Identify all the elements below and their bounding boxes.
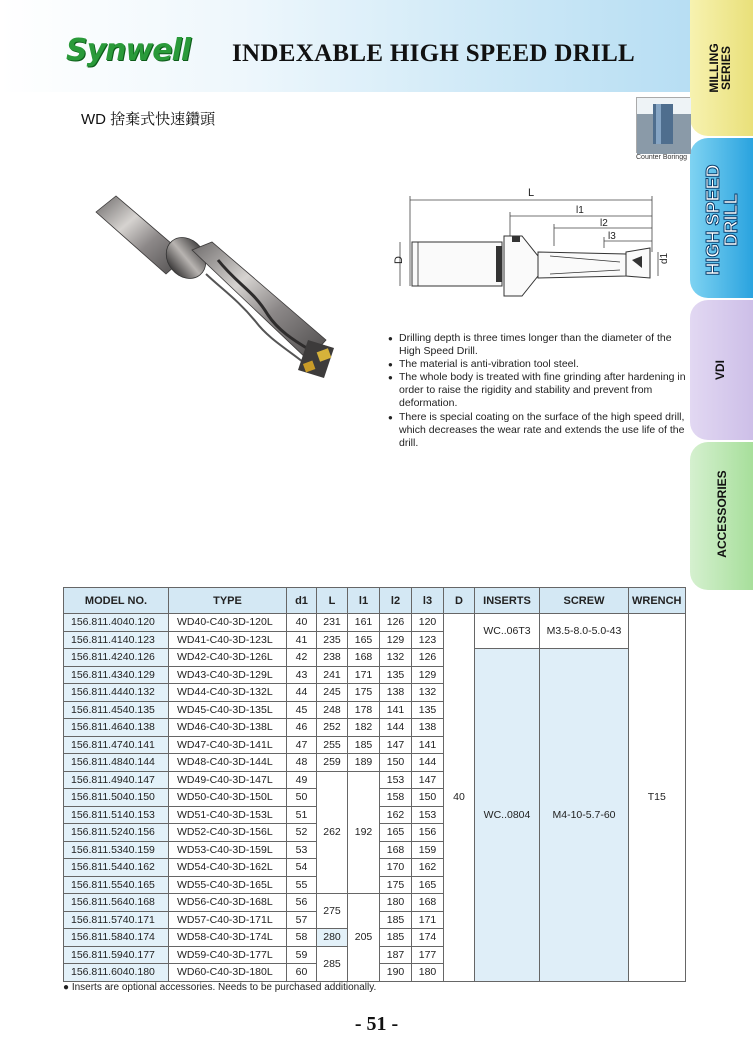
cell-l2: 180 (380, 894, 412, 912)
cell-l2: 187 (380, 946, 412, 964)
cell-L: 252 (317, 719, 348, 737)
counter-boring-caption: Counter Boringg (636, 154, 687, 161)
cell-l1: 165 (348, 631, 380, 649)
cell-type: WD55-C40-3D-165L (169, 876, 287, 894)
cell-L-merged: 285 (317, 946, 348, 981)
cell-type: WD42-C40-3D-126L (169, 649, 287, 667)
cell-l2: 153 (380, 771, 412, 789)
cell-d1: 45 (287, 701, 317, 719)
header-screw: SCREW (540, 588, 629, 614)
cell-l3: 159 (412, 841, 444, 859)
cell-type: WD51-C40-3D-153L (169, 806, 287, 824)
spec-table (63, 587, 686, 982)
cell-l2: 129 (380, 631, 412, 649)
cell-l3: 141 (412, 736, 444, 754)
cell-L: 245 (317, 684, 348, 702)
page-subtitle: WD 捨棄式快速鑽頭 (81, 111, 216, 128)
cell-l2: 185 (380, 911, 412, 929)
cell-l3: 162 (412, 859, 444, 877)
cell-type: WD44-C40-3D-132L (169, 684, 287, 702)
header-D: D (444, 588, 475, 614)
cell-type: WD41-C40-3D-123L (169, 631, 287, 649)
cell-l2: 135 (380, 666, 412, 684)
dim-label-d1: d1 (659, 252, 670, 264)
cell-D: 40 (444, 614, 475, 982)
drill-photo (88, 190, 358, 390)
cell-l1: 182 (348, 719, 380, 737)
cell-d1: 51 (287, 806, 317, 824)
footnote: ● Inserts are optional accessories. Needs to be purchased additionally. (63, 982, 377, 993)
cell-d1: 49 (287, 771, 317, 789)
cell-d1: 53 (287, 841, 317, 859)
tab-high-speed-drill-label: HIGH SPEED DRILL (703, 164, 741, 276)
cell-type: WD45-C40-3D-135L (169, 701, 287, 719)
table-row (64, 614, 686, 632)
cell-L: 235 (317, 631, 348, 649)
cell-model: 156.811.5140.153 (64, 806, 169, 824)
cell-d1: 43 (287, 666, 317, 684)
cell-d1: 46 (287, 719, 317, 737)
header-d1: d1 (287, 588, 317, 614)
tab-vdi-label: VDI (713, 360, 727, 381)
cell-model: 156.811.4040.120 (64, 614, 169, 632)
feature-list (388, 332, 693, 450)
counter-boring-thumbnail (636, 97, 690, 153)
cell-L: 259 (317, 754, 348, 772)
cell-type: WD47-C40-3D-141L (169, 736, 287, 754)
cell-model: 156.811.4240.126 (64, 649, 169, 667)
cell-type: WD57-C40-3D-171L (169, 911, 287, 929)
cell-l3: 156 (412, 824, 444, 842)
cell-l2: 162 (380, 806, 412, 824)
cell-l2: 126 (380, 614, 412, 632)
cell-d1: 58 (287, 929, 317, 947)
cell-l1: 168 (348, 649, 380, 667)
cell-inserts: WC..06T3 (475, 614, 540, 649)
cell-l3: 180 (412, 964, 444, 982)
cell-type: WD46-C40-3D-138L (169, 719, 287, 737)
cell-inserts: WC..0804 (475, 649, 540, 982)
cell-d1: 48 (287, 754, 317, 772)
cell-type: WD43-C40-3D-129L (169, 666, 287, 684)
cell-L-merged: 262 (317, 771, 348, 894)
cell-L: 238 (317, 649, 348, 667)
cell-l3: 168 (412, 894, 444, 912)
header-l3: l3 (412, 588, 444, 614)
header-model: MODEL NO. (64, 588, 169, 614)
cell-type: WD40-C40-3D-120L (169, 614, 287, 632)
cell-l3: 147 (412, 771, 444, 789)
footnote-text: Inserts are optional accessories. Needs to be purchased additionally. (71, 982, 377, 993)
cell-type: WD59-C40-3D-177L (169, 946, 287, 964)
cell-model: 156.811.4840.144 (64, 754, 169, 772)
cell-screw: M3.5-8.0-5.0-43 (540, 614, 629, 649)
cell-screw: M4-10-5.7-60 (540, 649, 629, 982)
cell-l2: 141 (380, 701, 412, 719)
cell-l3: 138 (412, 719, 444, 737)
cell-type: WD49-C40-3D-147L (169, 771, 287, 789)
table-header-row (64, 588, 686, 614)
feature-item: ● There is special coating on the surface of the high speed drill, which decreases the wear rate and extends the use life of the drill. (388, 411, 693, 450)
cell-l1: 185 (348, 736, 380, 754)
dim-label-D: D (393, 256, 405, 264)
cell-l2: 150 (380, 754, 412, 772)
page-number: - 51 - (354, 1013, 399, 1035)
tab-milling-label: MILLING SERIES (707, 43, 733, 93)
cell-model: 156.811.5540.165 (64, 876, 169, 894)
cell-l2: 132 (380, 649, 412, 667)
cell-l3: 171 (412, 911, 444, 929)
cell-d1: 55 (287, 876, 317, 894)
cell-l2: 175 (380, 876, 412, 894)
cell-l3: 150 (412, 789, 444, 807)
cell-l2: 147 (380, 736, 412, 754)
cell-type: WD53-C40-3D-159L (169, 841, 287, 859)
cell-l1: 161 (348, 614, 380, 632)
cell-l3: 120 (412, 614, 444, 632)
tab-vdi[interactable] (690, 300, 753, 440)
cell-type: WD56-C40-3D-168L (169, 894, 287, 912)
cell-l3: 123 (412, 631, 444, 649)
cell-d1: 50 (287, 789, 317, 807)
header-l1: l1 (348, 588, 380, 614)
tab-accessories[interactable] (690, 442, 753, 590)
cell-L: 248 (317, 701, 348, 719)
cell-l3: 177 (412, 946, 444, 964)
header-l2: l2 (380, 588, 412, 614)
cell-type: WD48-C40-3D-144L (169, 754, 287, 772)
brand-logo: Synwell (66, 33, 191, 68)
cell-model: 156.811.4140.123 (64, 631, 169, 649)
cell-l1-merged: 205 (348, 894, 380, 982)
cell-l3: 165 (412, 876, 444, 894)
cell-l1: 171 (348, 666, 380, 684)
cell-l3: 126 (412, 649, 444, 667)
cell-model: 156.811.5740.171 (64, 911, 169, 929)
dim-label-l2: l2 (600, 218, 608, 229)
cell-l2: 168 (380, 841, 412, 859)
header-L: L (317, 588, 348, 614)
cell-d1: 40 (287, 614, 317, 632)
cell-l1: 175 (348, 684, 380, 702)
cell-l1: 178 (348, 701, 380, 719)
cell-wrench: T15 (629, 614, 686, 982)
cell-model: 156.811.5040.150 (64, 789, 169, 807)
cell-l3: 144 (412, 754, 444, 772)
feature-item: ● The whole body is treated with fine grinding after hardening in order to raise the rigidity and stability and prevent from deformation. (388, 371, 693, 410)
cell-d1: 60 (287, 964, 317, 982)
cell-l2: 144 (380, 719, 412, 737)
cell-d1: 54 (287, 859, 317, 877)
tab-milling-series[interactable] (690, 0, 753, 136)
cell-model: 156.811.4940.147 (64, 771, 169, 789)
cell-model: 156.811.6040.180 (64, 964, 169, 982)
cell-model: 156.811.5840.174 (64, 929, 169, 947)
cell-l3: 132 (412, 684, 444, 702)
cell-l2: 170 (380, 859, 412, 877)
header-wrench: WRENCH (629, 588, 686, 614)
cell-l1: 189 (348, 754, 380, 772)
tab-accessories-label: ACCESSORIES (715, 470, 729, 558)
feature-item: ● The material is anti-vibration tool steel. (388, 358, 693, 371)
feature-item: ● Drilling depth is three times longer than the diameter of the High Speed Drill. (388, 332, 693, 358)
header-inserts: INSERTS (475, 588, 540, 614)
cell-d1: 41 (287, 631, 317, 649)
cell-l2: 138 (380, 684, 412, 702)
cell-L: 241 (317, 666, 348, 684)
cell-l2: 158 (380, 789, 412, 807)
cell-l3: 153 (412, 806, 444, 824)
table-row (64, 649, 686, 667)
page-title: INDEXABLE HIGH SPEED DRILL (232, 40, 636, 67)
cell-d1: 59 (287, 946, 317, 964)
cell-model: 156.811.4440.132 (64, 684, 169, 702)
cell-model: 156.811.4640.138 (64, 719, 169, 737)
header-type: TYPE (169, 588, 287, 614)
cell-model: 156.811.5640.168 (64, 894, 169, 912)
cell-model: 156.811.5240.156 (64, 824, 169, 842)
dim-label-L: L (528, 187, 535, 199)
technical-drawing (380, 186, 680, 306)
cell-l3: 174 (412, 929, 444, 947)
cell-d1: 52 (287, 824, 317, 842)
cell-d1: 57 (287, 911, 317, 929)
cell-model: 156.811.4540.135 (64, 701, 169, 719)
cell-model: 156.811.4740.141 (64, 736, 169, 754)
cell-d1: 47 (287, 736, 317, 754)
cell-L: 255 (317, 736, 348, 754)
cell-L-merged: 275 (317, 894, 348, 929)
cell-L: 231 (317, 614, 348, 632)
dim-label-l3: l3 (608, 231, 616, 242)
tab-high-speed-drill[interactable] (690, 138, 753, 298)
dim-label-l1: l1 (576, 205, 584, 216)
cell-model: 156.811.5340.159 (64, 841, 169, 859)
cell-l1-merged: 192 (348, 771, 380, 894)
cell-model: 156.811.4340.129 (64, 666, 169, 684)
cell-l2: 185 (380, 929, 412, 947)
cell-model: 156.811.5940.177 (64, 946, 169, 964)
cell-type: WD58-C40-3D-174L (169, 929, 287, 947)
cell-model: 156.811.5440.162 (64, 859, 169, 877)
cell-d1: 44 (287, 684, 317, 702)
cell-d1: 56 (287, 894, 317, 912)
cell-L: 280 (317, 929, 348, 947)
cell-type: WD54-C40-3D-162L (169, 859, 287, 877)
cell-type: WD60-C40-3D-180L (169, 964, 287, 982)
cell-d1: 42 (287, 649, 317, 667)
cell-l3: 129 (412, 666, 444, 684)
cell-type: WD52-C40-3D-156L (169, 824, 287, 842)
cell-l2: 165 (380, 824, 412, 842)
cell-l3: 135 (412, 701, 444, 719)
cell-l2: 190 (380, 964, 412, 982)
cell-type: WD50-C40-3D-150L (169, 789, 287, 807)
